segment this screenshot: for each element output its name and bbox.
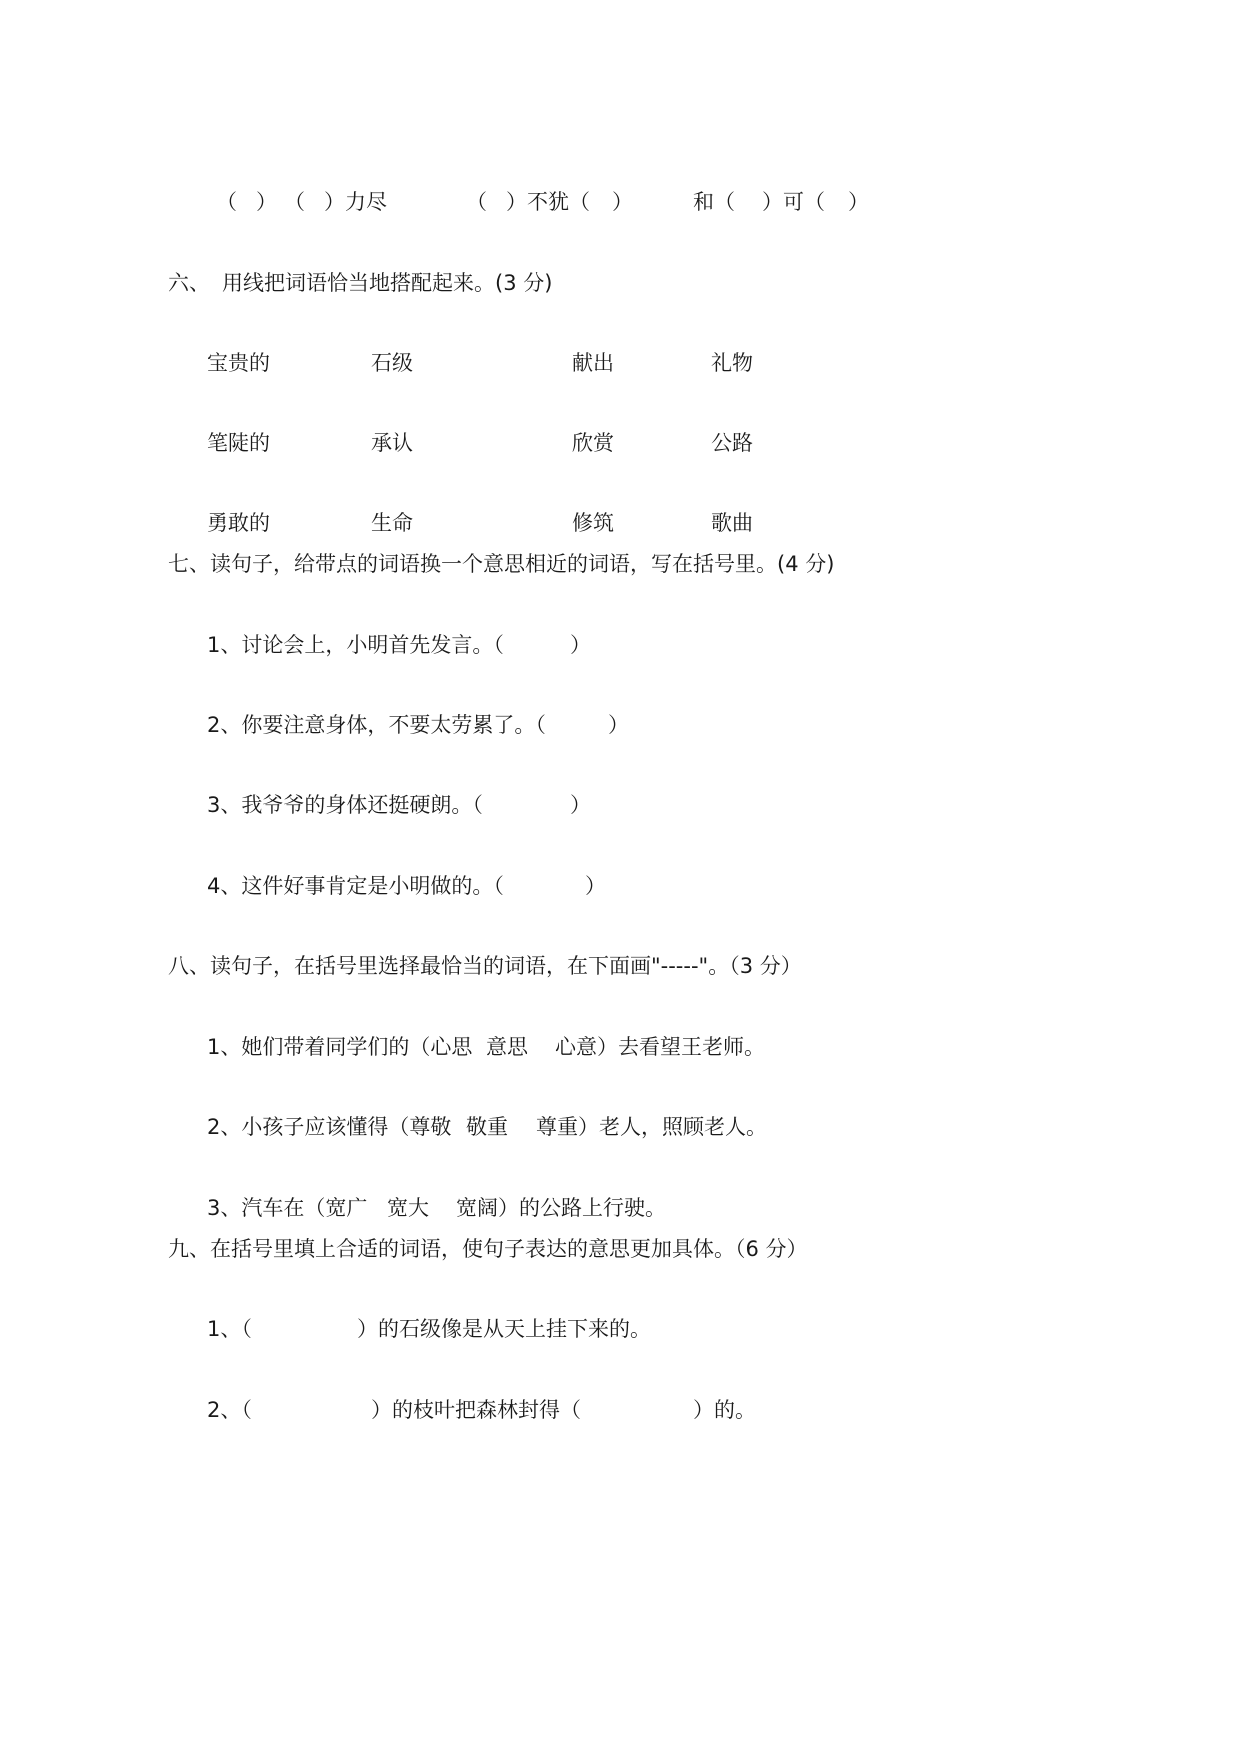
section-8-item-3-rest: 宽阔）的公路上行驶。	[456, 1196, 666, 1220]
idiom-1-paren-close-1: ）	[256, 190, 277, 214]
idiom-1-text: 力尽	[345, 190, 387, 214]
section-9-item-2-mid: ）的枝叶把森林封得（	[371, 1398, 581, 1422]
section-7-item-3-close: ）	[570, 793, 591, 817]
section-8-item-3-opt2: 宽大	[387, 1196, 429, 1220]
idiom-2-open: （	[466, 190, 487, 214]
section-8-title: 八、读句子，在括号里选择最恰当的词语，在下面画"-----"。（3 分）	[168, 954, 802, 978]
idiom-1-paren-open-1: （	[216, 190, 237, 214]
section-9-item-1-prefix: 1、（	[207, 1317, 252, 1341]
match-word: 生命	[371, 511, 413, 535]
section-9-item-2-rest: ）的。	[693, 1398, 756, 1422]
section-9-item-1-rest: ）的石级像是从天上挂下来的。	[357, 1317, 651, 1341]
section-7-item-1-close: ）	[570, 633, 591, 657]
idiom-1-paren-close-2: ）	[324, 190, 345, 214]
section-9-title: 九、在括号里填上合适的词语，使句子表达的意思更加具体。（6 分）	[168, 1237, 808, 1261]
section-6-instruction: 用线把词语恰当地搭配起来。(3 分)	[222, 271, 553, 295]
match-word: 勇敢的	[207, 511, 270, 535]
idiom-3-mid: ）可（	[762, 190, 825, 214]
idiom-2-close: ）	[612, 190, 633, 214]
match-word: 公路	[711, 431, 753, 455]
match-word: 欣赏	[572, 431, 614, 455]
section-8-item-2-rest: 尊重）老人，照顾老人。	[536, 1115, 767, 1139]
match-word: 礼物	[711, 351, 753, 375]
section-7-item-3: 3、我爷爷的身体还挺硬朗。（	[207, 793, 483, 817]
idiom-3-open: 和（	[693, 190, 735, 214]
section-8-item-1-rest: 心意）去看望王老师。	[555, 1035, 765, 1059]
match-word: 宝贵的	[207, 351, 270, 375]
section-7-item-4: 4、这件好事肯定是小明做的。（	[207, 874, 504, 898]
section-9-item-2-prefix: 2、（	[207, 1398, 252, 1422]
idiom-2-mid: ）不犹（	[506, 190, 590, 214]
section-8-item-1-opt2: 意思	[486, 1035, 528, 1059]
section-8-item-1-before: 1、她们带着同学们的（心思	[207, 1035, 473, 1059]
section-7-item-2-close: ）	[608, 713, 629, 737]
match-word: 承认	[371, 431, 413, 455]
idiom-3-close: ）	[848, 190, 869, 214]
idiom-1-paren-open-2: （	[284, 190, 305, 214]
section-6-number: 六、	[168, 271, 210, 295]
section-7-item-2: 2、你要注意身体，不要太劳累了。（	[207, 713, 546, 737]
section-7-title: 七、读句子，给带点的词语换一个意思相近的词语，写在括号里。(4 分)	[168, 552, 835, 576]
section-8-item-3-before: 3、汽车在（宽广	[207, 1196, 368, 1220]
section-7-item-1: 1、讨论会上，小明首先发言。（	[207, 633, 504, 657]
section-8-item-2-opt2: 敬重	[466, 1115, 508, 1139]
match-word: 石级	[371, 351, 413, 375]
match-word: 修筑	[572, 511, 614, 535]
match-word: 歌曲	[711, 511, 753, 535]
match-word: 笔陡的	[207, 431, 270, 455]
section-8-item-2-before: 2、小孩子应该懂得（尊敬	[207, 1115, 452, 1139]
section-7-item-4-close: ）	[585, 874, 606, 898]
match-word: 献出	[572, 351, 614, 375]
